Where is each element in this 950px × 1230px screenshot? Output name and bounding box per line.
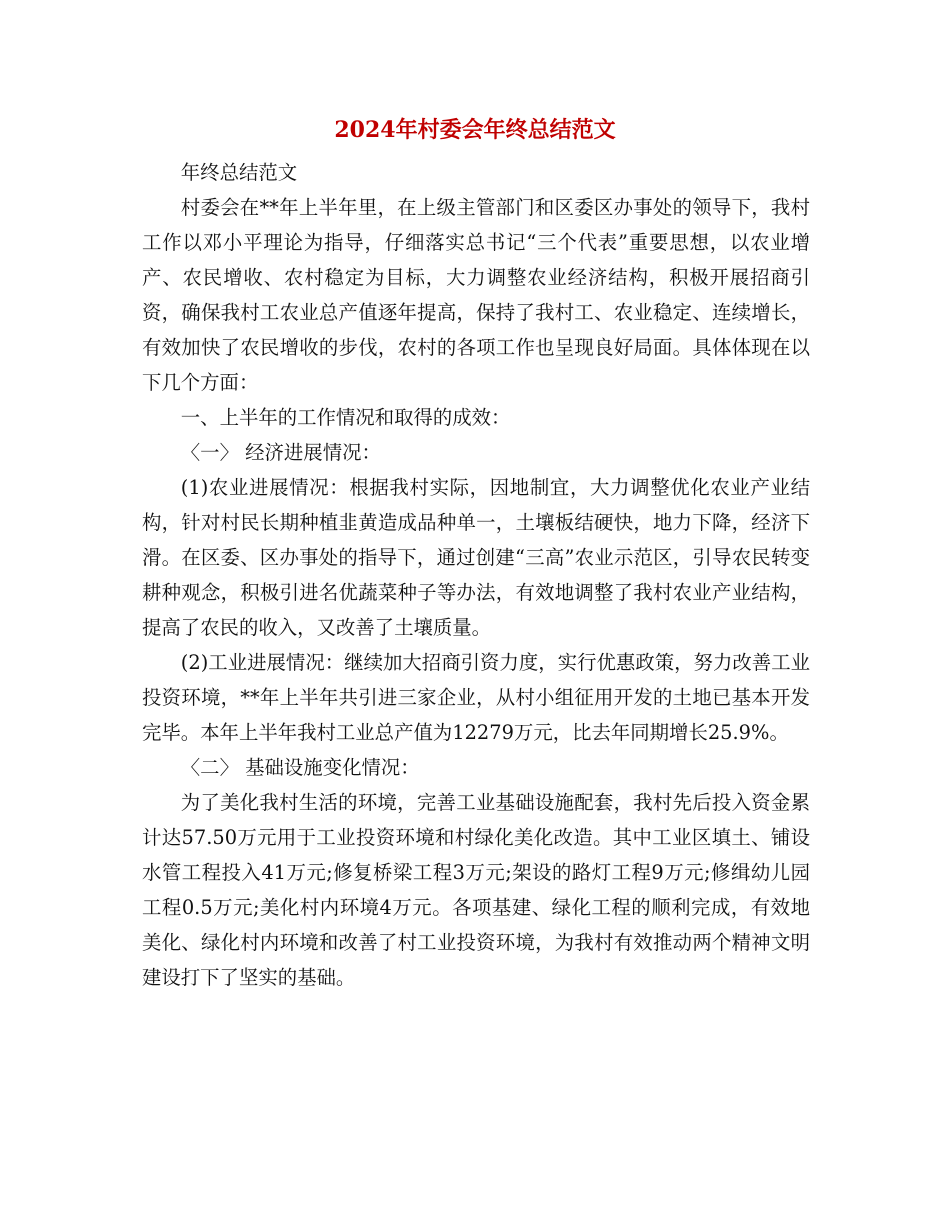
paragraph-agriculture: (1)农业进展情况：根据我村实际，因地制宜，大力调整优化农业产业结构，针对村民长期种植韭黄造成品种单一，土壤板结硬快，地力下降，经济下滑。在区委、区办事处的指导下，通过创建“三高”农业示范区，引导农民转变耕种观念，积极引进名优蔬菜种子等办法，有效地调整了我村农业产业结构，提高了农民的收入，又改善了土壤质量。	[142, 476, 810, 639]
paragraph-intro: 村委会在**年上半年里，在上级主管部门和区委区办事处的领导下，我村工作以邓小平理论为指导，仔细落实总书记“三个代表”重要思想，以农业增产、农民增收、农村稳定为目标，大力调整农业经济结构，积极开展招商引资，确保我村工农业总产值逐年提高，保持了我村工、农业稳定、连续增长，有效加快了农民增收的步伐，农村的各项工作也呈现良好局面。具体体现在以下几个方面：	[142, 196, 810, 394]
subsection-heading-infrastructure: 〈二〉 基础设施变化情况：	[180, 756, 420, 779]
paragraph-subtitle: 年终总结范文	[180, 161, 298, 184]
document-title: 2024年村委会年终总结范文	[334, 117, 616, 143]
section-heading-1: 一、上半年的工作情况和取得的成效：	[180, 406, 511, 429]
paragraph-industry: (2)工业进展情况：继续加大招商引资力度，实行优惠政策，努力改善工业投资环境，**年上半年共引进三家企业，从村小组征用开发的土地已基本开发完毕。本年上半年我村工业总产值为12279万元，比去年同期增长25.9%。	[142, 651, 810, 744]
paragraph-infrastructure: 为了美化我村生活的环境，完善工业基础设施配套，我村先后投入资金累计达57.50万元用于工业投资环境和村绿化美化改造。其中工业区填土、铺设水管工程投入41万元;修复桥梁工程3万元;架设的路灯工程9万元;修缉幼儿园工程0.5万元;美化村内环境4万元。各项基建、绿化工程的顺利完成，有效地美化、绿化村内环境和改善了村工业投资环境，为我村有效推动两个精神文明建设打下了坚实的基础。	[142, 791, 810, 989]
document-body	[142, 155, 810, 995]
subsection-heading-economy: 〈一〉 经济进展情况：	[180, 441, 381, 464]
